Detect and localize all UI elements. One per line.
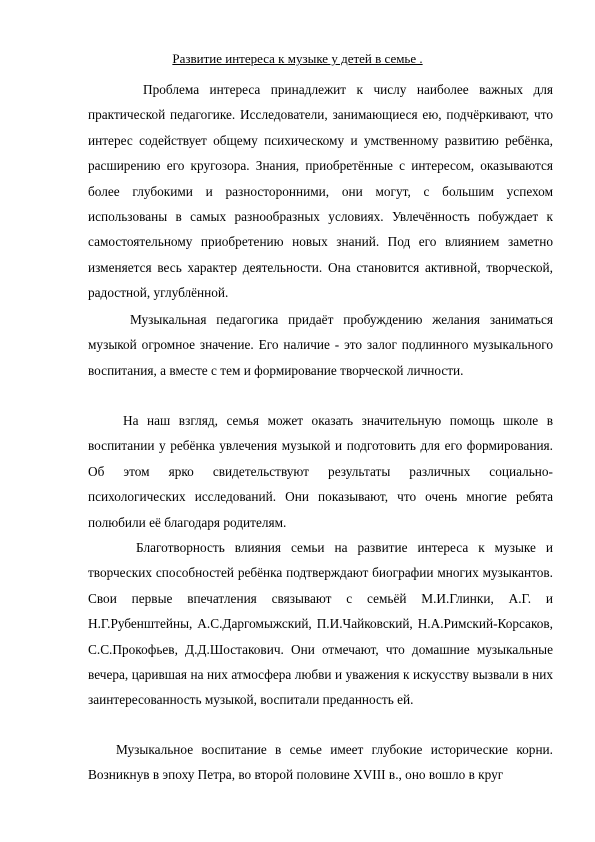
paragraph-family-help: На наш взгляд, семья может оказать значительную помощь школе в воспитании у ребёнка увлечения музыкой и подготовить для его формирования. Об этом ярко свидетельствуют результаты различных социально-психологических исследований. Они показывают, что очень многие ребята полюбили её благодаря родителям.: [88, 413, 553, 530]
document-title: Развитие интереса к музыке у детей в семье .: [172, 51, 423, 66]
paragraph-interest-problem: Проблема интереса принадлежит к числу наиболее важных для практической педагогике. Исследователи, занимающиеся ею, подчёркивают, что интерес содействует общему психическому и умственному развитию ребёнка, расширению его кругозора. Знания, приобретённые с интересом, оказываются более глубокими и разносторонними, они могут, с большим успехом использованы в самых разнообразных условиях. Увлечённость побуждает к самостоятельному приобретению новых знаний. Под его влиянием заметно изменяется весь характер деятельности. Она становится активной, творческой, радостной, углублённой.: [88, 82, 553, 301]
paragraph-music-pedagogy: Музыкальная педагогика придаёт пробуждению желания заниматься музыкой огромное значение. Его наличие - это залог подлинного музыкального воспитания, а вместе с тем и формирование творческой личности.: [88, 312, 553, 378]
paragraph-musician-biographies: Благотворность влияния семьи на развитие интереса к музыке и творческих способностей ребёнка подтверждают биографии многих музыкантов. Свои первые впечатления связывают с семьёй М.И.Глинки, А.Г. и Н.Г.Рубенштейны, А.С.Даргомыжский, П.И.Чайковский, Н.А.Римский-Корсаков, С.С.Прокофьев, Д.Д.Шостакович. Они отмечают, что домашние музыкальные вечера, царившая на них атмосфера любви и уважения к искусству вызвали в них заинтересованность музыкой, воспитали преданность ей.: [88, 540, 553, 708]
paragraph-historical-roots: Музыкальное воспитание в семье имеет глубокие исторические корни. Возникнув в эпоху Петра, во второй половине XVIII в., оно вошло в круг: [88, 742, 553, 783]
